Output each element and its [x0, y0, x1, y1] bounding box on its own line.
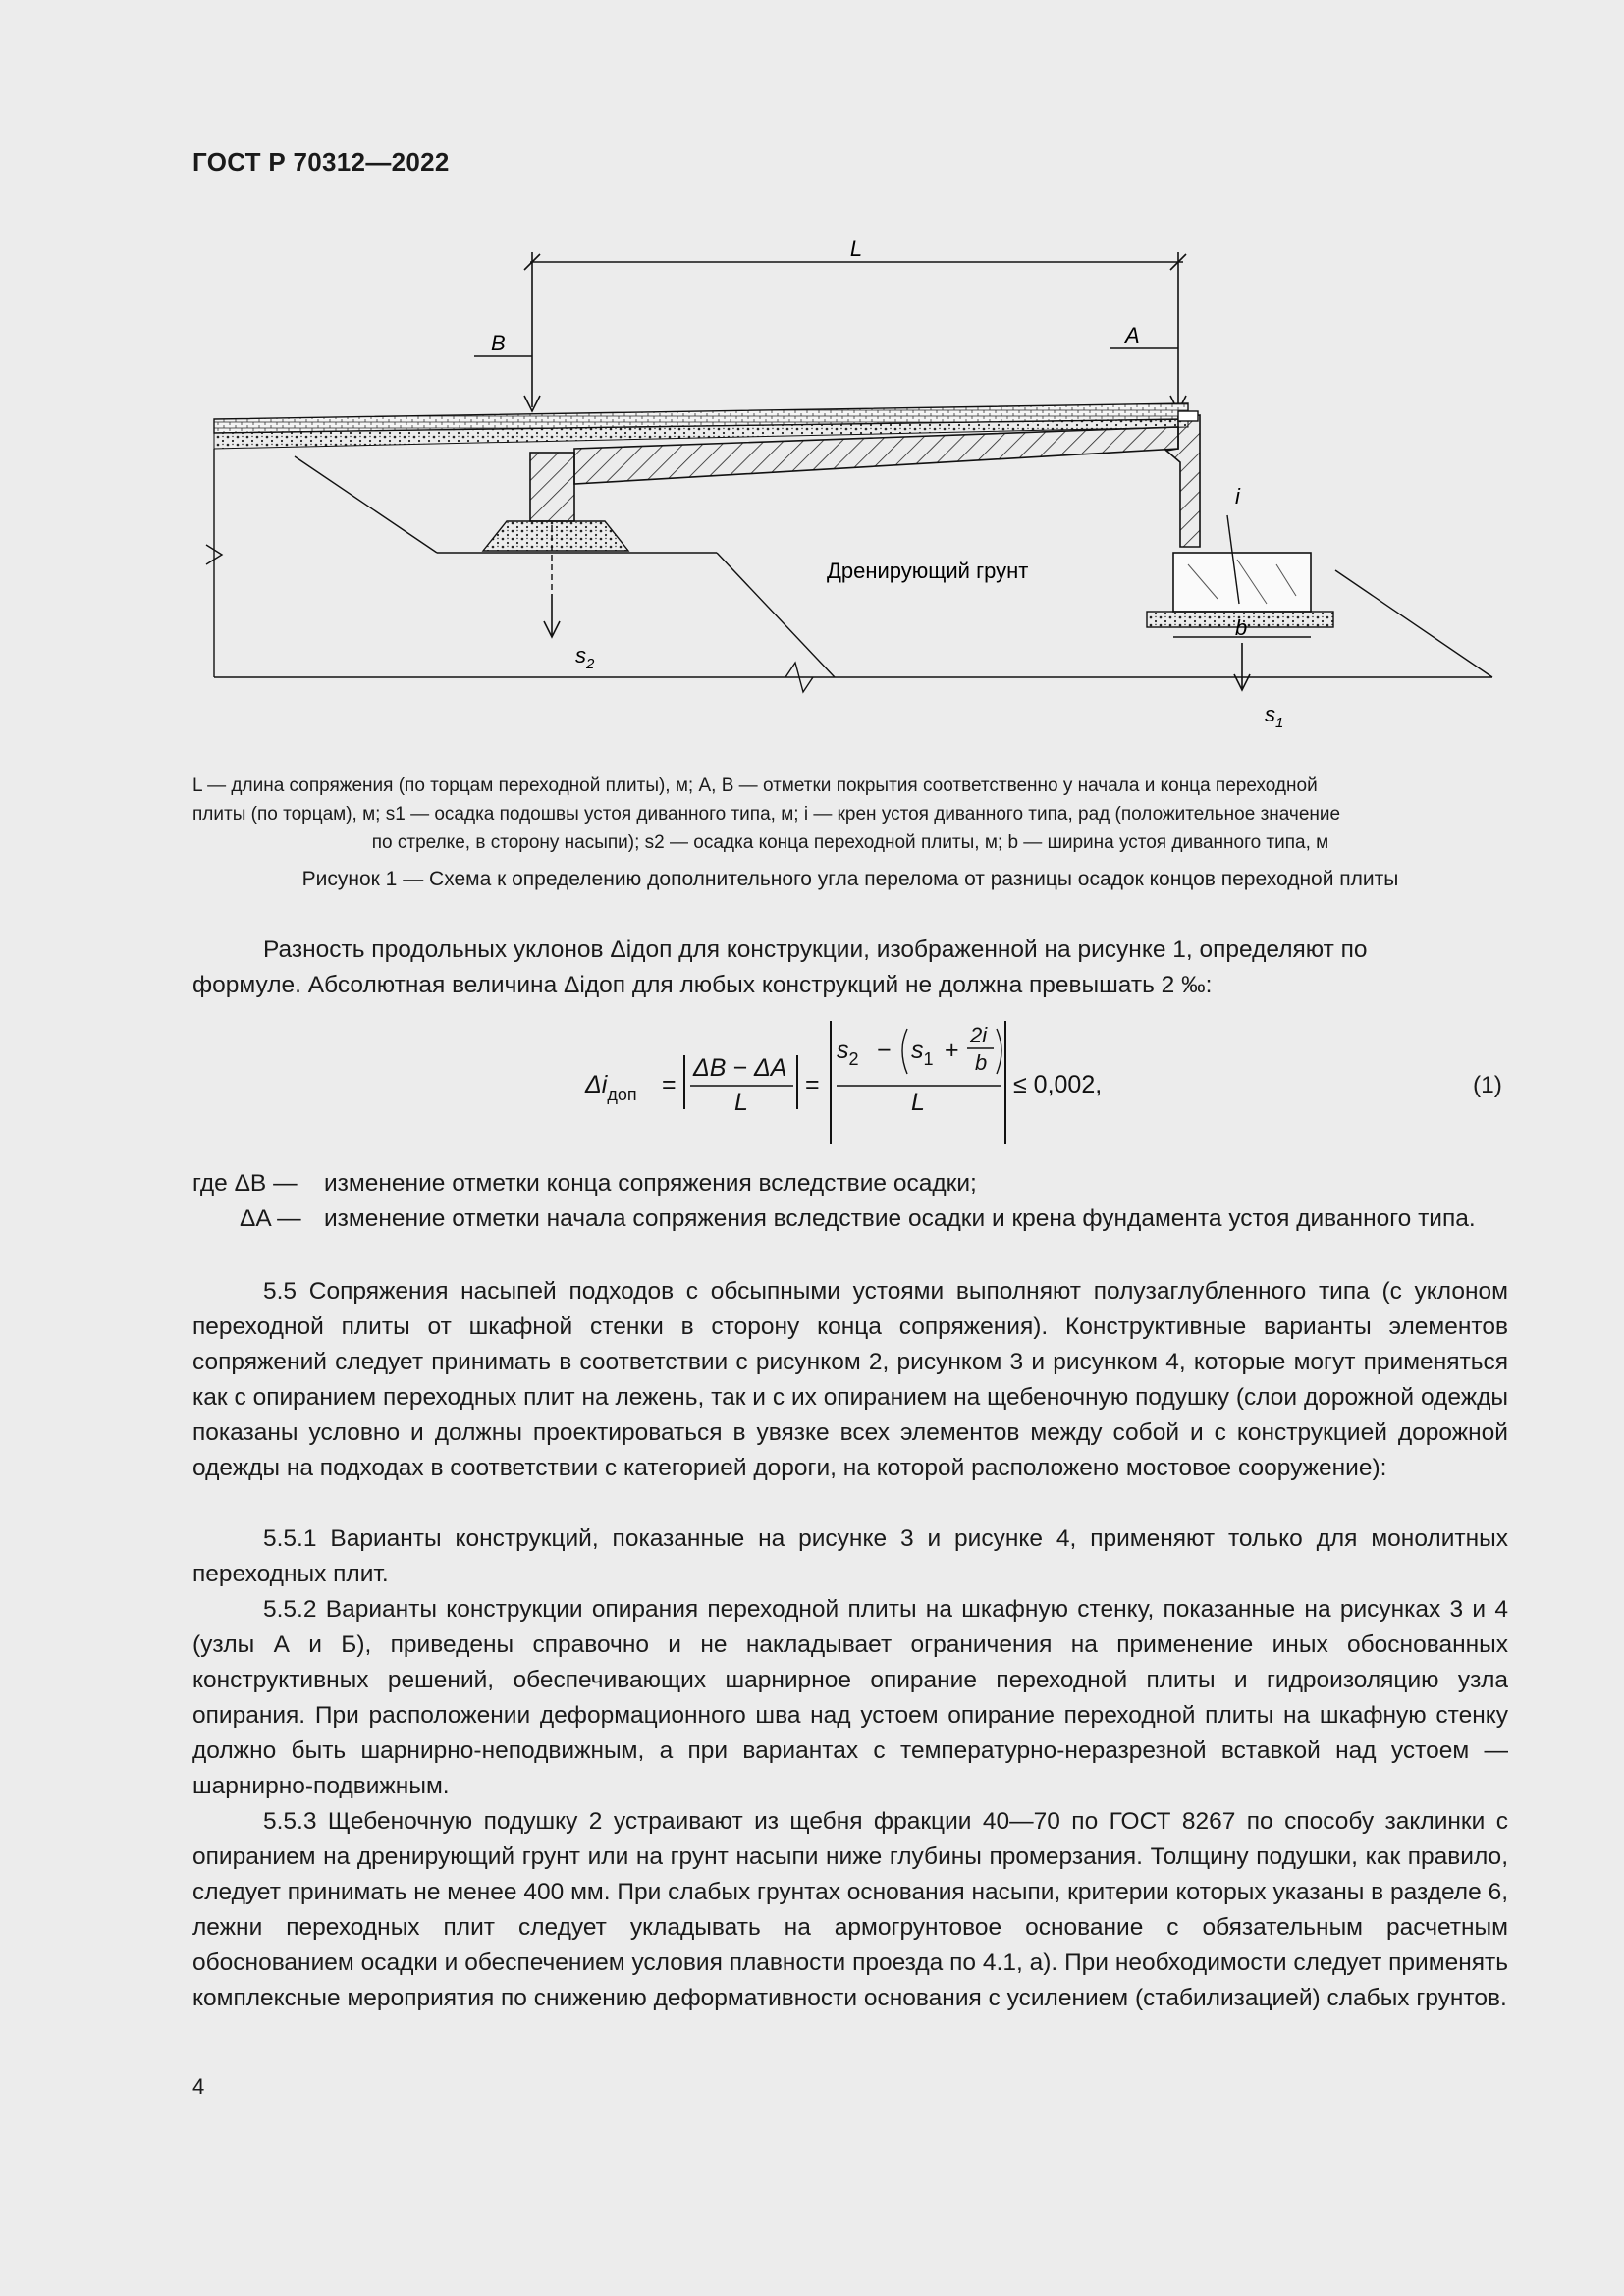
document-header: ГОСТ Р 70312—2022 [192, 147, 450, 177]
figure-legend [192, 772, 1508, 857]
marker-B [474, 356, 540, 411]
formula-inner-num: 2i [970, 1023, 988, 1047]
svg-text:Δiдоп: $\Delta i_{доп}$ [585, 1071, 637, 1104]
where-desc-dA: изменение отметки начала сопряжения вследствие осадки и крена фундамента устоя диванного типа. [324, 1205, 1476, 1232]
label-s2: $s_2$ [575, 643, 595, 672]
legend-line-1: L — длина сопряжения (по торцам переходной плиты), м; A, B — отметки покрытия соответственно у начала и конца переходной [192, 775, 1318, 796]
where-term-dB: где ΔB — [192, 1170, 298, 1197]
formula-frac2-den: L [911, 1089, 925, 1116]
svg-text:s1: $s_1$ [911, 1037, 934, 1069]
abutment-foundation [1173, 553, 1311, 612]
label-B: B [491, 331, 506, 355]
figure-caption: Рисунок 1 — Схема к определению дополнительного угла перелома от разницы осадок концов переходной плиты [301, 868, 1399, 890]
formula-inner-den: b [975, 1050, 988, 1075]
label-L: L [849, 237, 863, 261]
legend-line-2: плиты (по торцам), м; s1 — осадка подошвы устоя диванного типа, м; i — крен устоя диванного типа, рад (положительное значение [192, 804, 1341, 825]
figure-diagram [196, 231, 1512, 741]
label-s1: $s_1$ [1265, 702, 1284, 731]
formula-frac1-den: L [734, 1089, 748, 1116]
page-number: 4 [192, 2074, 205, 2099]
where-term-dA: ΔA — [240, 1205, 301, 1232]
formula-eq-1: = [662, 1071, 677, 1098]
intro-paragraph [192, 933, 1508, 1003]
formula-frac1-num: ΔB − ΔA [693, 1054, 787, 1082]
clause-5-5-1 [192, 1522, 1508, 1592]
slab-sleeper [530, 453, 574, 521]
settlement-arrow-s1 [1234, 643, 1250, 690]
settlement-arrow-s2 [544, 594, 560, 637]
clause-5-5-2-text: 5.5.2 Варианты конструкции опирания переходной плиты на шкафную стенку, показанные на рисунках 3 и 4 (узлы А и Б), приведены справочно и не накладывает ограничения на применение иных обоснованных конструктивных решений, обеспечивающих шарнирное опирание переходной плиты и гидроизоляцию узла опирания. При расположении деформационного шва над устоем опирание переходной плиты на шкафную стенку должно быть шарнирно-неподвижным, а при вариантах с температурно-неразрезной вставкой над устоем — шарнирно-подвижным. [192, 1596, 1508, 1799]
legend-line-3: по стрелке, в сторону насыпи); s2 — осадка конца переходной плиты, м; b — ширина устоя диванного типа, м [371, 832, 1329, 853]
formula-lhs: Δi [585, 1071, 608, 1098]
intro-line-1: Разность продольных уклонов Δiдоп для конструкции, изображенной на рисунке 1, определяют по [263, 936, 1368, 963]
formula-plus: + [945, 1037, 959, 1064]
dimension-L [524, 252, 1186, 407]
label-b: b [1235, 615, 1248, 640]
clause-5-5 [192, 1274, 1508, 1486]
clause-5-5-1-text: 5.5.1 Варианты конструкций, показанные на рисунке 3 и рисунке 4, применяют только для монолитных переходных плит. [192, 1525, 1508, 1587]
soil-label: Дренирующий грунт [827, 559, 1029, 583]
formula-minus: − [877, 1037, 892, 1064]
formula-number: (1) [1473, 1072, 1502, 1098]
where-block [192, 1166, 1508, 1237]
intro-line-2: формуле. Абсолютная величина Δiдоп для любых конструкций не должна превышать 2 ‰: [192, 972, 1213, 998]
label-i: i [1235, 484, 1240, 508]
formula-1 [0, 1011, 1624, 1158]
marker-A [1110, 348, 1186, 411]
clause-5-5-text: 5.5 Сопряжения насыпей подходов с обсыпными устоями выполняют полузаглубленного типа (с уклоном переходной плиты от шкафной стенки в сторону конца сопряжения). Конструктивные варианты элементов сопряжений следует принимать в соответствии с рисунком 2, рисунком 3 и рисунком 4, которые могут применяться как с опиранием переходных плит на лежень, так и с их опиранием на щебеночную подушку (слои дорожной одежды показаны условно и должны проектироваться в увязке всех элементов между собой и с конструкцией дорожной одежды на подходах в соответствии с категорией дороги, на которой расположено мостовое сооружение): [192, 1278, 1508, 1481]
formula-rhs: ≤ 0,002, [1013, 1071, 1103, 1098]
svg-text:s2: $s_2$ [837, 1037, 859, 1069]
gravel-cushion [483, 521, 628, 551]
label-A: A [1125, 323, 1140, 347]
clause-5-5-2 [192, 1592, 1508, 1804]
clause-5-5-3 [192, 1804, 1508, 2016]
where-desc-dB: изменение отметки конца сопряжения вследствие осадки; [324, 1170, 977, 1197]
formula-eq-2: = [805, 1071, 820, 1098]
clause-5-5-3-text: 5.5.3 Щебеночную подушку 2 устраивают из щебня фракции 40—70 по ГОСТ 8267 по способу заклинки с опиранием на дренирующий грунт или на грунт насыпи ниже глубины промерзания. Толщину подушки, как правило, следует принимать не менее 400 мм. При слабых грунтах основания насыпи, критерии которых указаны в разделе 6, лежни переходных плит следует укладывать на армогрунтовое основание с обязательным расчетным обоснованием осадки и обеспечением условия плавности проезда по 4.1, а). При необходимости следует применять комплексные мероприятия по снижению деформативности основания с усилением (стабилизацией) слабых грунтов. [192, 1808, 1508, 2011]
